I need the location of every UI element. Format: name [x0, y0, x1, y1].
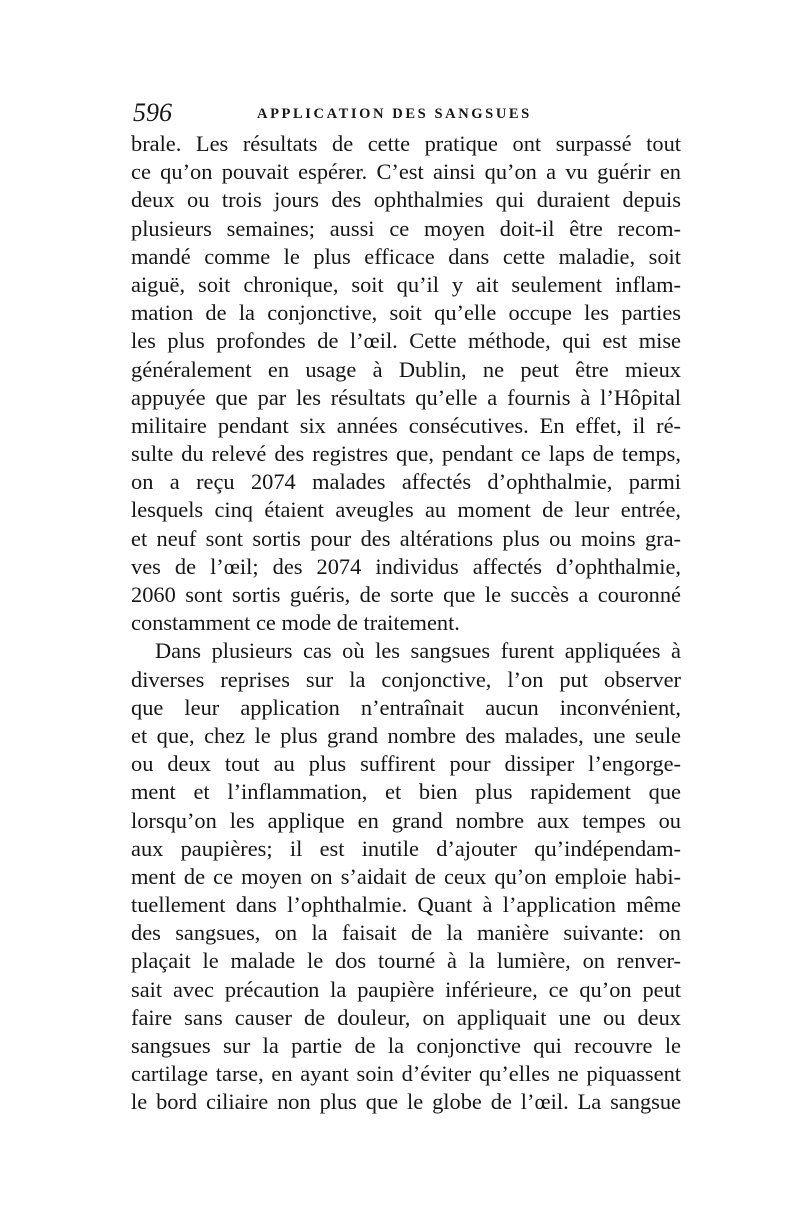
text-line: Dans plusieurs cas où les sangsues furent appliquées à	[155, 638, 681, 664]
text-line: plaçait le malade le dos tourné à la lumière, on renver-	[131, 948, 681, 974]
text-line: deux ou trois jours des ophthalmies qui duraient depuis	[131, 187, 681, 213]
text-line: lorsqu’on les applique en grand nombre aux tempes ou	[131, 807, 681, 833]
text-line: ment de ce moyen on s’aidait de ceux qu’on emploie habi-	[131, 863, 681, 889]
page-header	[133, 98, 673, 132]
text-line: et neuf sont sortis pour des altérations plus ou moins gra-	[131, 525, 681, 551]
text-line: sangsues sur la partie de la conjonctive qui recouvre le	[131, 1033, 681, 1058]
text-line: le bord ciliaire non plus que le globe de l’œil. La sangsue	[131, 1089, 681, 1115]
text-line: plusieurs semaines; aussi ce moyen doit-il être recom-	[131, 215, 681, 241]
text-line: diverses reprises sur la conjonctive, l’on put observer	[131, 666, 681, 692]
text-line: que leur application n’entraînait aucun inconvénient,	[131, 694, 681, 720]
text-line: ment et l’inflammation, et bien plus rapidement que	[131, 779, 681, 805]
text-line: 2060 sont sortis guéris, de sorte que le succès a couronné	[131, 582, 681, 607]
text-line: ves de l’œil; des 2074 individus affectés d’ophthalmie,	[131, 553, 681, 579]
running-head: APPLICATION DES SANGSUES	[257, 106, 532, 122]
text-line: constamment ce mode de traitement.	[131, 610, 460, 636]
text-line: généralement en usage à Dublin, ne peut être mieux	[131, 356, 681, 382]
text-line: tuellement dans l’ophthalmie. Quant à l’application même	[131, 892, 681, 918]
text-line: militaire pendant six années consécutives. En effet, il ré-	[131, 412, 681, 438]
text-line: ce qu’on pouvait espérer. C’est ainsi qu’on a vu guérir en	[131, 159, 681, 185]
text-line: ou deux tout au plus suffirent pour dissiper l’engorge-	[131, 751, 681, 777]
text-line: on a reçu 2074 malades affectés d’ophthalmie, parmi	[131, 469, 681, 495]
text-line: aiguë, soit chronique, soit qu’il y ait seulement inflam-	[131, 271, 681, 297]
body-text	[131, 130, 681, 1117]
text-line: sulte du relevé des registres que, pendant ce laps de temps,	[131, 441, 681, 467]
text-line: appuyée que par les résultats qu’elle a fournis à l’Hôpital	[131, 384, 681, 410]
text-line: brale. Les résultats de cette pratique ont surpassé tout	[131, 131, 681, 156]
text-line: sait avec précaution la paupière inférieure, ce qu’on peut	[131, 976, 681, 1002]
text-line: des sangsues, on la faisait de la manière suivante: on	[131, 920, 681, 946]
text-line: mandé comme le plus efficace dans cette maladie, soit	[131, 243, 681, 269]
text-line: mation de la conjonctive, soit qu’elle occupe les parties	[131, 300, 681, 326]
text-line: aux paupières; il est inutile d’ajouter qu’indépendam-	[131, 835, 681, 861]
text-line: cartilage tarse, en ayant soin d’éviter qu’elles ne piquassent	[131, 1061, 681, 1087]
text-line: lesquels cinq étaient aveugles au moment de leur entrée,	[131, 497, 681, 523]
page-number: 596	[133, 98, 172, 127]
text-line: faire sans causer de douleur, on appliquait une ou deux	[131, 1004, 681, 1030]
text-line: et que, chez le plus grand nombre des malades, une seule	[131, 722, 681, 748]
text-line: les plus profondes de l’œil. Cette méthode, qui est mise	[131, 328, 681, 354]
